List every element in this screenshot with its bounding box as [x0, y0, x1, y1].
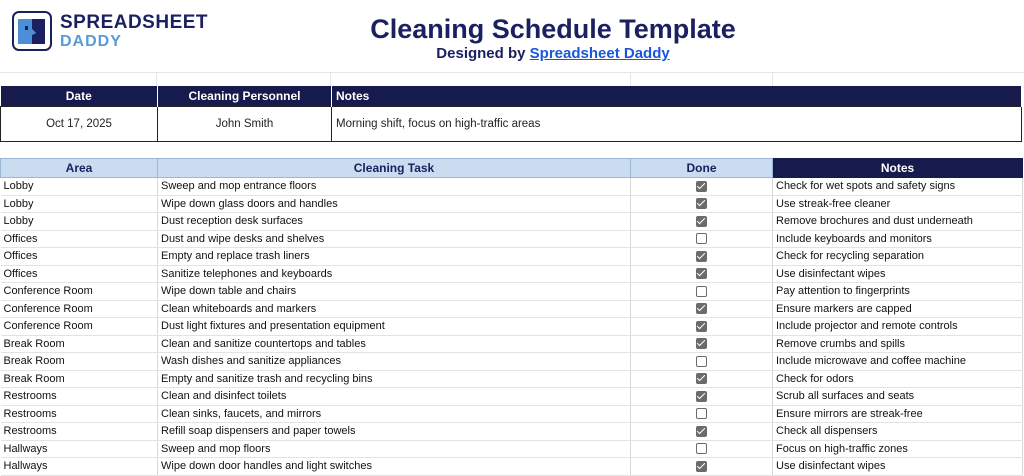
unchecked-checkbox-icon[interactable] [696, 356, 707, 367]
unchecked-checkbox-icon[interactable] [696, 286, 707, 297]
done-cell[interactable] [631, 318, 773, 336]
area-cell[interactable]: Conference Room [1, 283, 158, 301]
task-cell[interactable]: Sanitize telephones and keyboards [158, 265, 631, 283]
done-cell[interactable] [631, 213, 773, 231]
task-cell[interactable]: Empty and sanitize trash and recycling bins [158, 370, 631, 388]
done-cell[interactable] [631, 283, 773, 301]
brand-subname: DADDY [60, 32, 122, 50]
info-date-cell[interactable]: Oct 17, 2025 [1, 107, 158, 142]
task-cell[interactable]: Sweep and mop entrance floors [158, 178, 631, 196]
task-cell[interactable]: Dust light fixtures and presentation equipment [158, 318, 631, 336]
unchecked-checkbox-icon[interactable] [696, 408, 707, 419]
table-row [1, 283, 1023, 301]
brand-logo [12, 11, 208, 51]
task-cell[interactable]: Empty and replace trash liners [158, 248, 631, 266]
header-cleaning-task: Cleaning Task [158, 159, 631, 178]
done-cell[interactable] [631, 353, 773, 371]
done-cell[interactable] [631, 423, 773, 441]
done-cell[interactable] [631, 178, 773, 196]
unchecked-checkbox-icon[interactable] [696, 443, 707, 454]
task-cell[interactable]: Clean whiteboards and markers [158, 300, 631, 318]
done-cell[interactable] [631, 440, 773, 458]
done-cell[interactable] [631, 265, 773, 283]
page-title: Cleaning Schedule Template [370, 14, 736, 44]
done-cell[interactable] [631, 370, 773, 388]
info-header-notes: Notes [332, 86, 1022, 107]
done-cell[interactable] [631, 230, 773, 248]
table-row [1, 300, 1023, 318]
checked-checkbox-icon[interactable] [696, 321, 707, 332]
notes-cell[interactable]: Include microwave and coffee machine [773, 353, 1023, 371]
checked-checkbox-icon[interactable] [696, 181, 707, 192]
notes-cell[interactable]: Check all dispensers [773, 423, 1023, 441]
header-done: Done [631, 159, 773, 178]
done-cell[interactable] [631, 248, 773, 266]
checked-checkbox-icon[interactable] [696, 461, 707, 472]
table-row [1, 265, 1023, 283]
notes-cell[interactable]: Focus on high-traffic zones [773, 440, 1023, 458]
checked-checkbox-icon[interactable] [696, 338, 707, 349]
task-cell[interactable]: Dust reception desk surfaces [158, 213, 631, 231]
area-cell[interactable]: Restrooms [1, 423, 158, 441]
done-cell[interactable] [631, 335, 773, 353]
header-area: Area [1, 159, 158, 178]
table-row [1, 388, 1023, 406]
notes-cell[interactable]: Use disinfectant wipes [773, 458, 1023, 476]
brand-name: SPREADSHEET [60, 11, 209, 33]
task-cell[interactable]: Clean and sanitize countertops and tables [158, 335, 631, 353]
area-cell[interactable]: Offices [1, 248, 158, 266]
checked-checkbox-icon[interactable] [696, 426, 707, 437]
table-row [1, 335, 1023, 353]
area-cell[interactable]: Restrooms [1, 388, 158, 406]
checked-checkbox-icon[interactable] [696, 391, 707, 402]
notes-cell[interactable]: Check for wet spots and safety signs [773, 178, 1023, 196]
table-row [1, 353, 1023, 371]
table-row [1, 230, 1023, 248]
task-cell[interactable]: Wipe down table and chairs [158, 283, 631, 301]
task-cell[interactable]: Sweep and mop floors [158, 440, 631, 458]
table-row [1, 370, 1023, 388]
task-cell[interactable]: Clean and disinfect toilets [158, 388, 631, 406]
checked-checkbox-icon[interactable] [696, 251, 707, 262]
area-cell[interactable]: Offices [1, 230, 158, 248]
empty-grid-row [0, 72, 1024, 87]
area-cell[interactable]: Offices [1, 265, 158, 283]
table-row [1, 178, 1023, 196]
table-row [1, 318, 1023, 336]
table-row [1, 440, 1023, 458]
table-row [1, 423, 1023, 441]
notes-cell[interactable]: Check for recycling separation [773, 248, 1023, 266]
task-cell[interactable]: Wipe down glass doors and handles [158, 195, 631, 213]
cleaning-task-table [0, 158, 1023, 476]
table-row [1, 213, 1023, 231]
table-row [1, 405, 1023, 423]
unchecked-checkbox-icon[interactable] [696, 233, 707, 244]
done-cell[interactable] [631, 388, 773, 406]
area-cell[interactable]: Lobby [1, 178, 158, 196]
notes-cell[interactable]: Use streak-free cleaner [773, 195, 1023, 213]
checked-checkbox-icon[interactable] [696, 268, 707, 279]
subtitle-prefix: Designed by [436, 45, 526, 62]
task-cell[interactable]: Refill soap dispensers and paper towels [158, 423, 631, 441]
checked-checkbox-icon[interactable] [696, 216, 707, 227]
header-notes: Notes [773, 159, 1023, 178]
area-cell[interactable]: Lobby [1, 213, 158, 231]
area-cell[interactable]: Restrooms [1, 405, 158, 423]
face-logo-icon [12, 11, 52, 51]
area-cell[interactable]: Lobby [1, 195, 158, 213]
notes-cell[interactable]: Use disinfectant wipes [773, 265, 1023, 283]
area-cell[interactable]: Hallways [1, 458, 158, 476]
area-cell[interactable]: Break Room [1, 335, 158, 353]
task-cell[interactable]: Dust and wipe desks and shelves [158, 230, 631, 248]
done-cell[interactable] [631, 458, 773, 476]
notes-cell[interactable]: Remove crumbs and spills [773, 335, 1023, 353]
area-cell[interactable]: Break Room [1, 353, 158, 371]
notes-cell[interactable]: Pay attention to fingerprints [773, 283, 1023, 301]
info-notes-cell[interactable]: Morning shift, focus on high-traffic areas [332, 107, 1022, 142]
page-subtitle [200, 45, 906, 62]
info-header-personnel: Cleaning Personnel [158, 86, 332, 107]
table-row [1, 195, 1023, 213]
area-cell[interactable]: Conference Room [1, 318, 158, 336]
table-row [1, 458, 1023, 476]
spreadsheet-daddy-link[interactable]: Spreadsheet Daddy [529, 45, 670, 62]
notes-cell[interactable]: Check for odors [773, 370, 1023, 388]
area-cell[interactable]: Break Room [1, 370, 158, 388]
task-cell[interactable]: Clean sinks, faucets, and mirrors [158, 405, 631, 423]
info-header-date: Date [1, 86, 158, 107]
notes-cell[interactable]: Remove brochures and dust underneath [773, 213, 1023, 231]
info-table [0, 86, 1022, 142]
notes-cell[interactable]: Include keyboards and monitors [773, 230, 1023, 248]
done-cell[interactable] [631, 405, 773, 423]
table-row [1, 248, 1023, 266]
task-cell[interactable]: Wash dishes and sanitize appliances [158, 353, 631, 371]
task-cell[interactable]: Wipe down door handles and light switches [158, 458, 631, 476]
notes-cell[interactable]: Scrub all surfaces and seats [773, 388, 1023, 406]
done-cell[interactable] [631, 195, 773, 213]
checked-checkbox-icon[interactable] [696, 198, 707, 209]
info-personnel-cell[interactable]: John Smith [158, 107, 332, 142]
notes-cell[interactable]: Include projector and remote controls [773, 318, 1023, 336]
checked-checkbox-icon[interactable] [696, 303, 707, 314]
area-cell[interactable]: Conference Room [1, 300, 158, 318]
done-cell[interactable] [631, 300, 773, 318]
checked-checkbox-icon[interactable] [696, 373, 707, 384]
area-cell[interactable]: Hallways [1, 440, 158, 458]
notes-cell[interactable]: Ensure mirrors are streak-free [773, 405, 1023, 423]
notes-cell[interactable]: Ensure markers are capped [773, 300, 1023, 318]
